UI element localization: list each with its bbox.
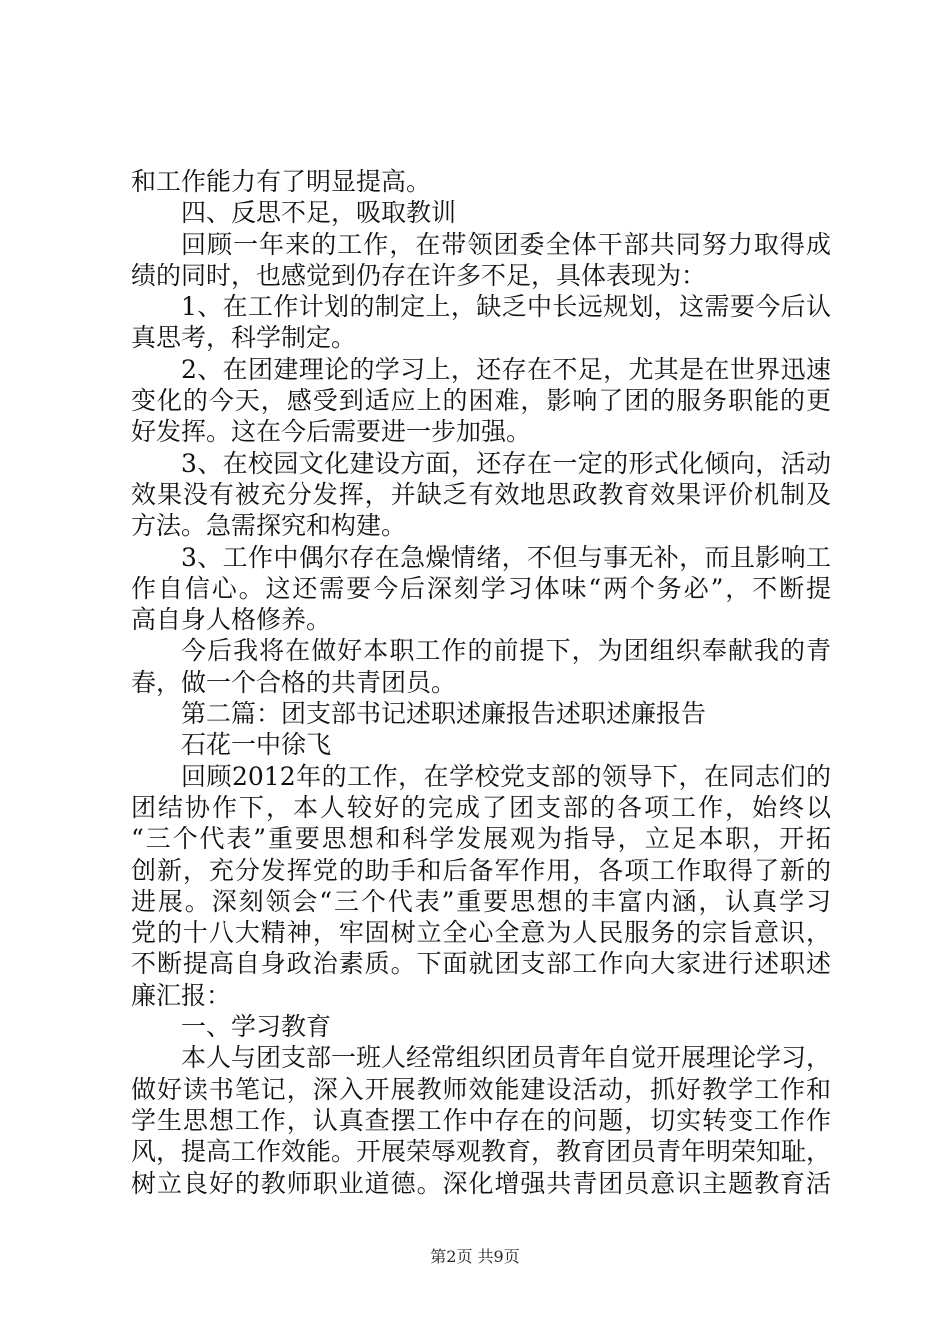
- text-line: 风，提高工作效能。开展荣辱观教育，教育团员青年明荣知耻，: [131, 1137, 832, 1167]
- text-line: 党的十八大精神，牢固树立全心全意为人民服务的宗旨意识，: [131, 918, 831, 948]
- text-line: 绩的同时，也感觉到仍存在许多不足，具体表现为：: [131, 260, 707, 290]
- text-line: 石花一中徐飞: [181, 730, 332, 760]
- text-line: 高自身人格修养。: [131, 605, 332, 635]
- text-line: 树立良好的教师职业道德。深化增强共青团员意识主题教育活: [131, 1168, 831, 1198]
- text-line: 方法。急需探究和构建。: [131, 511, 407, 541]
- text-line: 一、学习教育: [181, 1012, 332, 1042]
- text-line: 3、在校园文化建设方面，还存在一定的形式化倾向，活动: [181, 448, 831, 478]
- page-footer: 第2页 共9页: [430, 1247, 520, 1266]
- text-line: 团结协作下，本人较好的完成了团支部的各项工作，始终以: [131, 792, 831, 822]
- text-line: 效果没有被充分发挥，并缺乏有效地思政教育效果评价机制及: [131, 479, 831, 509]
- text-line: 和工作能力有了明显提高。: [131, 167, 432, 196]
- text-line: 本人与团支部一班人经常组织团员青年自觉开展理论学习，: [181, 1043, 832, 1073]
- text-line: 春，做一个合格的共青团员。: [131, 667, 457, 697]
- text-line: 学生思想工作，认真查摆工作中存在的问题，切实转变工作作: [131, 1105, 831, 1135]
- text-line: 进展。深刻领会“三个代表”重要思想的丰富内涵，认真学习: [131, 886, 831, 916]
- text-line: 回顾2012年的工作，在学校党支部的领导下，在同志们的: [181, 761, 831, 791]
- text-line: 变化的今天，感受到适应上的困难，影响了团的服务职能的更: [131, 386, 831, 416]
- text-line: 作自信心。这还需要今后深刻学习体味“两个务必”，不断提: [131, 573, 831, 603]
- text-line: “三个代表”重要思想和科学发展观为指导，立足本职，开拓: [131, 824, 831, 854]
- text-line: 第二篇：团支部书记述职述廉报告述职述廉报告: [181, 699, 707, 729]
- text-line: 四、反思不足，吸取教训: [181, 198, 457, 228]
- text-line: 做好读书笔记，深入开展教师效能建设活动，抓好教学工作和: [131, 1074, 831, 1104]
- text-line: 真思考，科学制定。: [131, 323, 357, 353]
- document-body: [131, 166, 831, 1199]
- text-line: 2、在团建理论的学习上，还存在不足，尤其是在世界迅速: [181, 354, 831, 384]
- text-line: 1、在工作计划的制定上，缺乏中长远规划，这需要今后认: [181, 292, 831, 322]
- text-line: 今后我将在做好本职工作的前提下，为团组织奉献我的青: [181, 636, 831, 666]
- text-line: 不断提高自身政治素质。下面就团支部工作向大家进行述职述: [131, 949, 831, 979]
- text-line: 廉汇报：: [131, 980, 232, 1010]
- text-line: 创新，充分发挥党的助手和后备军作用，各项工作取得了新的: [131, 855, 831, 885]
- text-line: 3、工作中偶尔存在急燥情绪，不但与事无补，而且影响工: [181, 542, 831, 572]
- text-line: 回顾一年来的工作，在带领团委全体干部共同努力取得成: [181, 229, 831, 259]
- text-line: 好发挥。这在今后需要进一步加强。: [131, 417, 532, 447]
